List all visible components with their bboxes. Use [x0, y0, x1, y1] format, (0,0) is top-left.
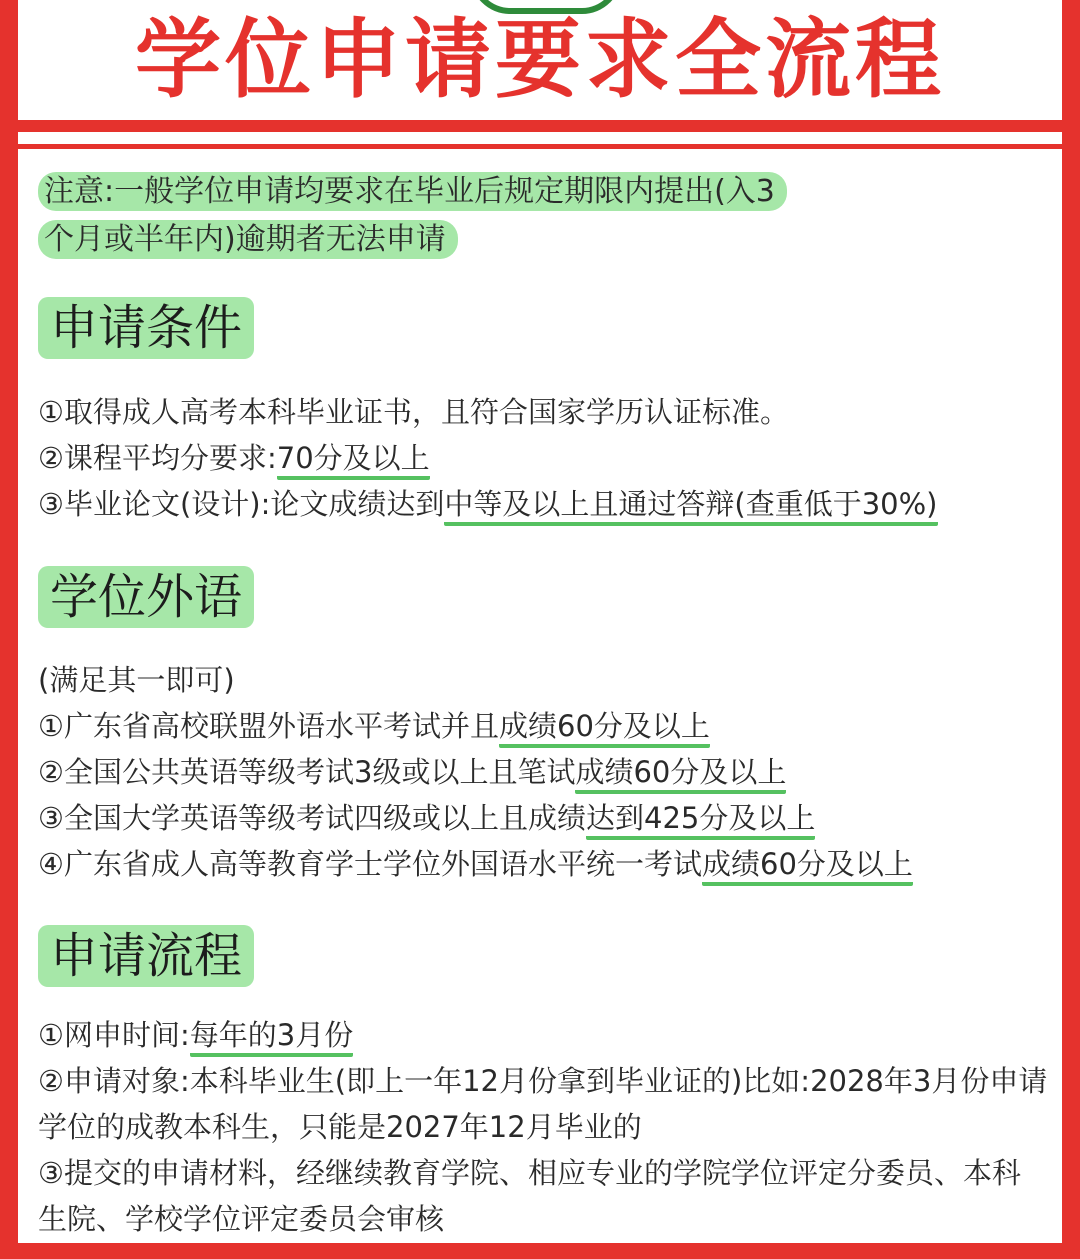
item-text: ②全国公共英语等级考试3级或以上且笔试: [38, 755, 576, 789]
process-list: [38, 1012, 1048, 1242]
item-text: ③毕业论文(设计):论文成绩达到: [38, 487, 445, 521]
list-item: [38, 1058, 1048, 1150]
item-highlight: 每年的3月份: [190, 1018, 353, 1057]
list-item: [38, 749, 1048, 795]
notice-line-2: 个月或半年内)逾期者无法申请: [38, 220, 458, 259]
item-text: ②课程平均分要求:: [38, 441, 277, 475]
page-title: 学位申请要求全流程: [135, 10, 945, 110]
item-text: ①广东省高校联盟外语水平考试并且: [38, 709, 499, 743]
item-highlight: 成绩60分及以上: [575, 755, 786, 794]
item-text: ①取得成人高考本科毕业证书，且符合国家学历认证标准。: [38, 395, 789, 429]
item-text: (满足其一即可): [38, 663, 235, 697]
title-divider-thin: [18, 144, 1062, 149]
list-item: [38, 1150, 1048, 1242]
item-highlight: 达到425分及以上: [586, 801, 815, 840]
list-item: [38, 435, 1048, 481]
list-item: [38, 389, 1048, 435]
item-highlight: 中等及以上且通过答辩(查重低于30%): [444, 487, 937, 526]
item-highlight: 成绩60分及以上: [499, 709, 710, 748]
list-item: [38, 795, 1048, 841]
notice-block: [38, 168, 918, 264]
item-text: ③提交的申请材料，经继续教育学院、相应专业的学院学位评定分委员、本科生院、学校学位评定委员会审核: [38, 1156, 1021, 1236]
item-text: ④广东省成人高等教育学士学位外国语水平统一考试: [38, 847, 702, 881]
section-heading-conditions: 申请条件: [38, 297, 254, 359]
section-heading-process: 申请流程: [38, 925, 254, 987]
foreign-language-list: [38, 657, 1048, 887]
section-heading-foreign-language: 学位外语: [38, 566, 254, 628]
list-item: [38, 481, 1048, 527]
list-item: [38, 657, 1048, 703]
conditions-list: [38, 389, 1048, 527]
item-text: ③全国大学英语等级考试四级或以上且成绩: [38, 801, 586, 835]
item-highlight: 成绩60分及以上: [702, 847, 913, 886]
item-highlight: 70分及以上: [277, 441, 430, 480]
item-text: ②申请对象:本科毕业生(即上一年12月份拿到毕业证的)比如:2028年3月份申请学位的成教本科生，只能是2027年12月毕业的: [38, 1064, 1048, 1144]
list-item: [38, 1012, 1048, 1058]
notice-line-1: 注意:一般学位申请均要求在毕业后规定期限内提出(入3: [38, 172, 787, 211]
list-item: [38, 841, 1048, 887]
title-divider-thick: [18, 120, 1062, 132]
item-text: ①网申时间:: [38, 1018, 190, 1052]
list-item: [38, 703, 1048, 749]
